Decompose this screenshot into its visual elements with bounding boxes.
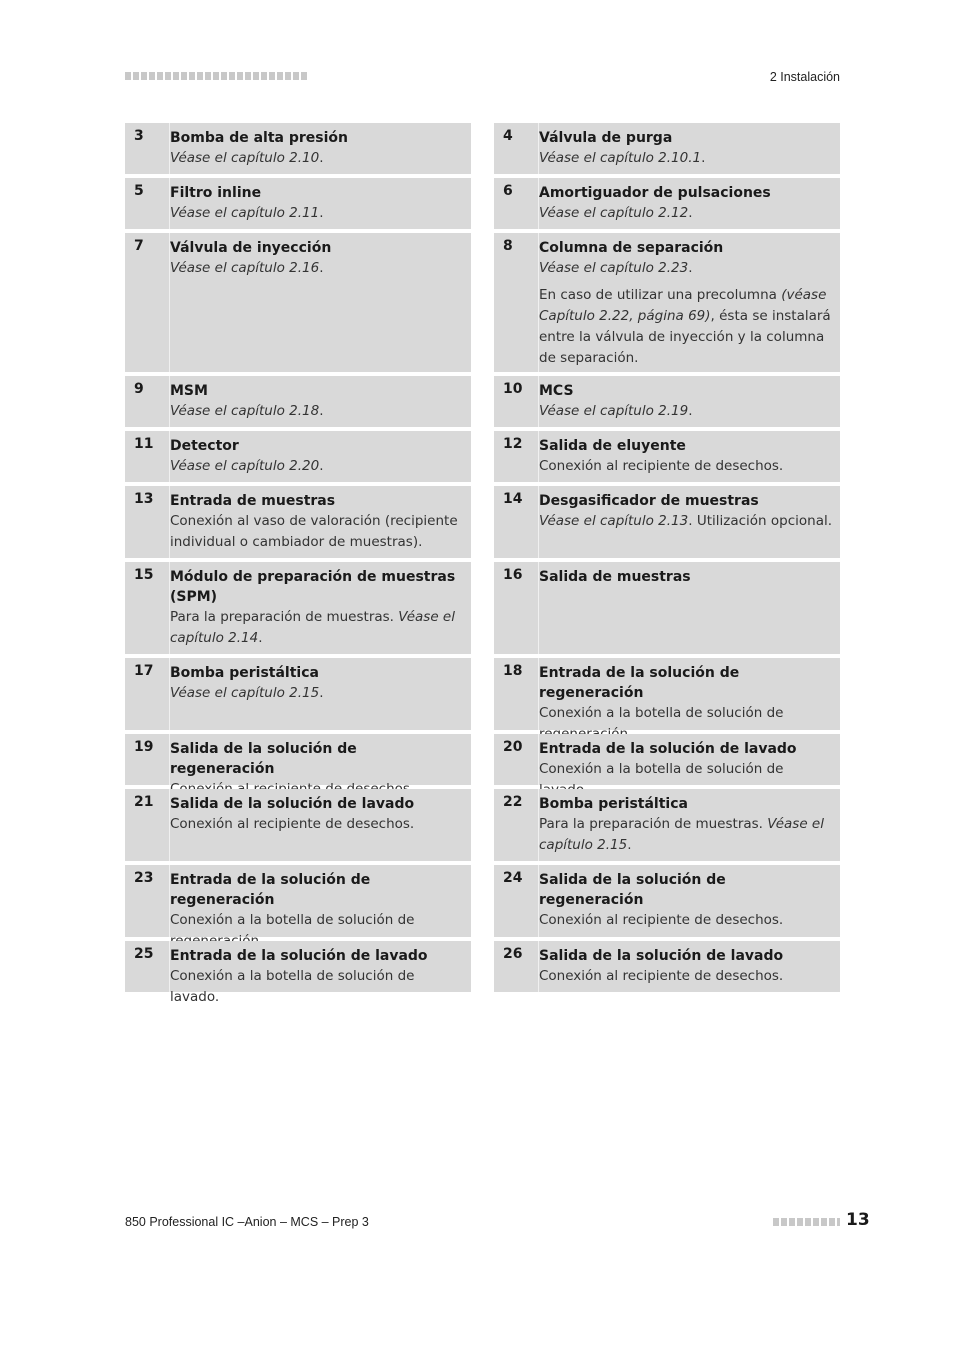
chapter-reference: Véase el capítulo 2.12 <box>539 205 689 221</box>
item-title: Detector <box>170 438 239 454</box>
chapter-reference: Véase el capítulo 2.10.1 <box>539 150 702 166</box>
item-number: 13 <box>134 491 154 507</box>
description-text: Conexión a la botella de solución de <box>539 705 784 721</box>
legend-item <box>494 233 840 372</box>
item-number: 17 <box>134 663 154 679</box>
legend-item <box>125 734 471 785</box>
item-number: 18 <box>503 663 523 679</box>
description-text: . <box>319 205 324 221</box>
item-title: Salida de muestras <box>539 569 691 585</box>
item-title: Válvula de purga <box>539 130 673 146</box>
chapter-reference: Véase el capítulo 2.20 <box>170 458 320 474</box>
legend-item <box>125 658 471 730</box>
legend-item <box>125 789 471 861</box>
item-description <box>170 683 463 704</box>
legend-item <box>125 431 471 482</box>
description-text: Conexión a la botella de solución de <box>170 912 415 928</box>
description-text: . <box>688 260 693 276</box>
legend-item <box>125 486 471 558</box>
item-description <box>539 814 832 856</box>
item-number: 3 <box>134 128 144 144</box>
item-title: Módulo de preparación de muestras (SPM) <box>170 569 456 605</box>
description-text: . <box>701 150 706 166</box>
item-number: 25 <box>134 946 154 962</box>
item-description <box>539 910 832 931</box>
item-title: Entrada de muestras <box>170 493 336 509</box>
item-number: 16 <box>503 567 523 583</box>
item-description <box>170 148 463 169</box>
item-description <box>539 966 832 987</box>
description-text: , ésta se instalará entre la válvula de inyección y la columna de separación. <box>539 308 831 366</box>
item-title: Entrada de la solución de regeneración <box>539 665 740 701</box>
item-number: 4 <box>503 128 513 144</box>
chapter-reference: Véase el capítulo 2.23 <box>539 260 689 276</box>
item-description <box>170 511 463 553</box>
item-title: MCS <box>539 383 574 399</box>
description-text: Conexión a la botella de solución de lavado. <box>170 968 415 1005</box>
chapter-reference: Véase el capítulo 2.16 <box>170 260 320 276</box>
item-number: 19 <box>134 739 154 755</box>
item-title: Amortiguador de pulsaciones <box>539 185 771 201</box>
chapter-reference: Véase el capítulo 2.15 <box>170 685 320 701</box>
item-description <box>539 456 832 477</box>
item-description <box>170 203 463 224</box>
description-text: . <box>319 150 324 166</box>
legend-item <box>494 658 840 730</box>
item-title: Entrada de la solución de lavado <box>539 741 797 757</box>
item-number: 9 <box>134 381 144 397</box>
description-text: . <box>627 837 632 853</box>
description-text: Para la preparación de muestras. <box>170 609 399 625</box>
legend-item <box>494 123 840 174</box>
item-title: Salida de la solución de regeneración <box>539 872 726 908</box>
legend-item <box>125 562 471 654</box>
item-number: 12 <box>503 436 523 452</box>
description-text: Conexión al recipiente de desechos. <box>539 968 784 984</box>
item-description <box>539 401 832 422</box>
header-decoration <box>125 72 308 80</box>
description-text: . <box>688 205 693 221</box>
legend-item <box>125 123 471 174</box>
description-text: Conexión al recipiente de desechos. <box>539 912 784 928</box>
legend-item <box>494 865 840 937</box>
item-title: Salida de la solución de lavado <box>539 948 784 964</box>
item-description <box>539 148 832 169</box>
item-number: 21 <box>134 794 154 810</box>
legend-item <box>125 233 471 372</box>
chapter-reference: Véase el capítulo 2.15 <box>539 816 824 853</box>
legend-item <box>125 865 471 937</box>
item-title: Bomba de alta presión <box>170 130 349 146</box>
item-number: 23 <box>134 870 154 886</box>
item-description <box>539 203 832 224</box>
legend-column-right <box>494 123 840 996</box>
legend-item <box>494 562 840 654</box>
chapter-reference: Véase el capítulo 2.14 <box>170 609 455 646</box>
description-text: Para la preparación de muestras. <box>539 816 768 832</box>
chapter-reference: Véase el capítulo 2.19 <box>539 403 689 419</box>
chapter-reference: Véase el capítulo 2.18 <box>170 403 320 419</box>
item-title: Entrada de la solución de lavado <box>170 948 428 964</box>
item-description <box>170 456 463 477</box>
item-number: 5 <box>134 183 144 199</box>
item-number: 14 <box>503 491 523 507</box>
description-text: . <box>319 685 324 701</box>
item-description <box>170 401 463 422</box>
description-text: Conexión al recipiente de desechos. <box>539 458 784 474</box>
description-text: Conexión al vaso de valoración (recipiente individual o cambiador de muestras). <box>170 513 458 550</box>
item-number: 20 <box>503 739 523 755</box>
item-description <box>539 258 832 279</box>
legend-item <box>494 376 840 427</box>
item-number: 22 <box>503 794 523 810</box>
item-title: Columna de separación <box>539 240 724 256</box>
description-text: Conexión al recipiente de desechos. <box>170 816 415 832</box>
legend-item <box>125 178 471 229</box>
item-number: 26 <box>503 946 523 962</box>
item-number: 11 <box>134 436 154 452</box>
legend-item <box>125 376 471 427</box>
legend-item <box>494 178 840 229</box>
description-text: . <box>319 403 324 419</box>
item-number: 6 <box>503 183 513 199</box>
legend-item <box>494 941 840 992</box>
legend-item <box>494 734 840 785</box>
item-title: Entrada de la solución de regeneración <box>170 872 371 908</box>
item-title: Salida de eluyente <box>539 438 686 454</box>
item-description <box>539 511 832 532</box>
legend-item <box>125 941 471 1005</box>
footer-product: 850 Professional IC –Anion – MCS – Prep 3 <box>125 1215 369 1229</box>
item-description <box>170 966 463 1008</box>
section-title: 2 Instalación <box>769 70 840 84</box>
chapter-reference: Véase el capítulo 2.11 <box>170 205 320 221</box>
item-title: Bomba peristáltica <box>170 665 319 681</box>
description-text: . <box>319 458 324 474</box>
page-number: 13 <box>846 1210 870 1230</box>
footer-decoration <box>773 1218 840 1226</box>
chapter-reference: Véase el capítulo 2.13 <box>539 513 689 529</box>
description-text: En caso de utilizar una precolumna <box>539 287 782 303</box>
item-number: 10 <box>503 381 523 397</box>
legend-column-left <box>125 123 471 1005</box>
legend-item <box>494 431 840 482</box>
description-text: . <box>688 403 693 419</box>
chapter-reference: (véase Capítulo 2.22, página 69) <box>539 287 827 324</box>
item-number: 7 <box>134 238 144 254</box>
item-title: Bomba peristáltica <box>539 796 688 812</box>
description-text: . Utilización opcional. <box>688 513 833 529</box>
legend-item <box>494 486 840 558</box>
description-text: . <box>258 630 263 646</box>
chapter-reference: Véase el capítulo 2.10 <box>170 150 320 166</box>
item-number: 15 <box>134 567 154 583</box>
legend-item <box>494 789 840 861</box>
item-description <box>539 285 832 369</box>
item-number: 24 <box>503 870 523 886</box>
item-title: Filtro inline <box>170 185 262 201</box>
item-description <box>170 258 463 279</box>
item-title: Salida de la solución de regeneración <box>170 741 357 777</box>
item-number: 8 <box>503 238 513 254</box>
item-description <box>170 814 463 835</box>
item-title: MSM <box>170 383 208 399</box>
item-title: Desgasificador de muestras <box>539 493 759 509</box>
description-text: Conexión a la botella de solución de <box>539 761 784 777</box>
item-title: Válvula de inyección <box>170 240 332 256</box>
item-description <box>170 607 463 649</box>
description-text: . <box>319 260 324 276</box>
item-title: Salida de la solución de lavado <box>170 796 415 812</box>
